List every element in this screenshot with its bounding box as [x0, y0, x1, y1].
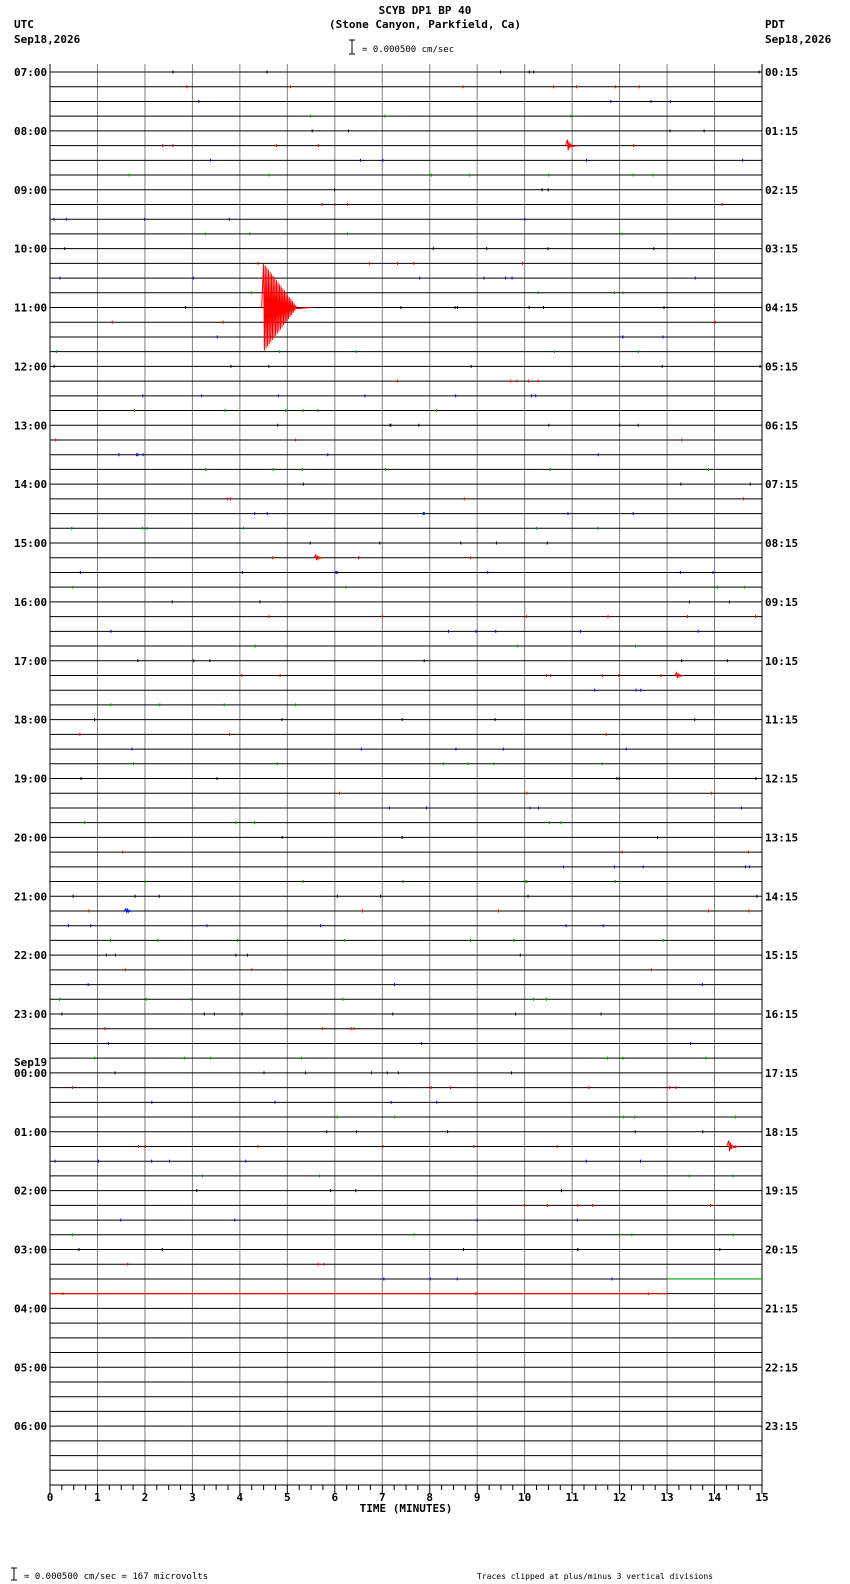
x-tick-label: 6	[331, 1491, 339, 1504]
utc-hour-label: 06:00	[14, 1420, 48, 1434]
utc-label: UTC	[14, 18, 34, 31]
utc-hour-label: 16:00	[14, 595, 48, 609]
utc-hour-label: 12:00	[14, 360, 48, 374]
utc-hour-label: 14:00	[14, 478, 48, 492]
x-tick-label: 12	[612, 1491, 627, 1504]
utc-hour-label: 19:00	[14, 772, 48, 786]
pdt-hour-label: 17:15	[765, 1066, 799, 1080]
pdt-hour-label: 11:15	[765, 713, 799, 727]
pdt-hour-label: 05:15	[765, 360, 799, 374]
utc-hour-label: 18:00	[14, 713, 48, 727]
utc-hour-label: 20:00	[14, 831, 48, 845]
scale-legend: = 0.000500 cm/sec	[362, 45, 455, 55]
utc-hour-label: 15:00	[14, 537, 48, 550]
pdt-hour-label: 19:15	[765, 1184, 799, 1198]
pdt-hour-label: 12:15	[765, 772, 799, 786]
pdt-hour-label: 00:15	[765, 66, 799, 79]
utc-hour-label: 10:00	[14, 242, 48, 256]
utc-hour-label: 22:00	[14, 949, 48, 963]
x-tick-label: 0	[46, 1491, 54, 1504]
pdt-hour-label: 20:15	[765, 1243, 799, 1257]
footer-clip-note: Traces clipped at plus/minus 3 vertical divisions	[477, 1572, 714, 1581]
pdt-hour-label: 18:15	[765, 1125, 799, 1139]
x-tick-label: 3	[189, 1491, 196, 1504]
utc-hour-label: 11:00	[14, 301, 48, 315]
utc-hour-label: 09:00	[14, 183, 48, 197]
utc-hour-label: 07:00	[14, 66, 48, 79]
pdt-hour-label: 14:15	[765, 890, 799, 904]
x-axis-label: TIME (MINUTES)	[359, 1502, 453, 1515]
pdt-hour-label: 06:15	[765, 419, 799, 433]
x-tick-label: 1	[94, 1491, 101, 1504]
utc-hour-label: 23:00	[14, 1008, 48, 1021]
seismic-event	[262, 263, 312, 350]
x-tick-label: 7	[378, 1491, 386, 1504]
utc-date: Sep18,2026	[14, 33, 81, 46]
pdt-hour-label: 23:15	[765, 1420, 799, 1434]
x-tick-label: 10	[518, 1491, 532, 1504]
utc-hour-label: 01:00	[14, 1125, 48, 1139]
x-tick-label: 8	[426, 1491, 434, 1504]
footer-scale-bar-icon	[11, 1568, 17, 1580]
pdt-hour-label: 22:15	[765, 1361, 799, 1375]
pdt-hour-label: 13:15	[765, 831, 799, 845]
x-tick-label: 14	[707, 1491, 722, 1504]
pdt-hour-label: 08:15	[765, 537, 799, 550]
pdt-hour-label: 01:15	[765, 124, 799, 138]
pdt-hour-label: 02:15	[765, 183, 799, 197]
x-tick-label: 9	[473, 1491, 481, 1504]
utc-hour-label: 17:00	[14, 654, 48, 668]
utc-hour-label: 03:00	[14, 1243, 48, 1257]
utc-hour-label: 05:00	[14, 1361, 48, 1375]
utc-hour-label: 00:00	[14, 1066, 48, 1080]
pdt-hour-label: 10:15	[765, 654, 799, 668]
x-tick-label: 11	[565, 1491, 579, 1504]
pdt-hour-label: 15:15	[765, 949, 799, 963]
pdt-hour-label: 16:15	[765, 1008, 799, 1021]
day-change-label: Sep19	[14, 1055, 48, 1069]
x-tick-label: 4	[236, 1491, 244, 1504]
pdt-hour-label: 04:15	[765, 301, 799, 315]
footer-scale-note: = 0.000500 cm/sec = 167 microvolts	[24, 1572, 209, 1582]
pdt-label: PDT	[765, 18, 785, 31]
scale-bar-icon	[349, 40, 355, 54]
utc-hour-label: 02:00	[14, 1184, 48, 1198]
chart-title: SCYB DP1 BP 40	[378, 4, 472, 17]
pdt-hour-label: 07:15	[765, 478, 799, 492]
chart-subtitle: (Stone Canyon, Parkfield, Ca)	[328, 18, 522, 31]
pdt-date: Sep18,2026	[765, 33, 832, 46]
utc-hour-label: 08:00	[14, 124, 48, 138]
x-tick-label: 13	[660, 1491, 674, 1504]
pdt-hour-label: 03:15	[765, 242, 799, 256]
utc-hour-label: 13:00	[14, 419, 48, 433]
pdt-hour-label: 21:15	[765, 1302, 799, 1316]
utc-hour-label: 21:00	[14, 890, 48, 904]
x-tick-label: 5	[284, 1491, 291, 1504]
pdt-hour-label: 09:15	[765, 595, 799, 609]
x-tick-label: 2	[141, 1491, 149, 1504]
x-tick-label: 15	[755, 1491, 769, 1504]
utc-hour-label: 04:00	[14, 1302, 48, 1316]
